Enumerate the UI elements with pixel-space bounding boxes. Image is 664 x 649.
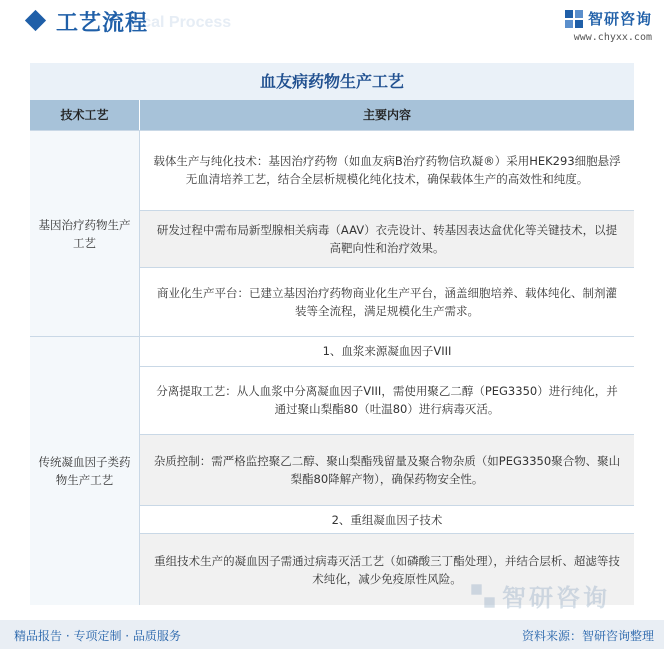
table-subheading: 1、血浆来源凝血因子VIII [140,337,634,367]
brand-logo-icon [564,9,584,29]
table-cell: 载体生产与纯化技术：基因治疗药物（如血友病B治疗药物信玖凝®）采用HEK293细胞悬浮无血清培养工艺，结合全层析规模化纯化技术，确保载体生产的高效性和纯度。 [140,131,634,211]
brand-name: 智研咨询 [587,10,652,28]
watermark-text: 智研咨询 [502,584,610,612]
group-label: 基因治疗药物生产工艺 [30,131,140,336]
table-cell: 分离提取工艺：从人血浆中分离凝血因子VIII，需使用聚乙二醇（PEG3350）进行纯化，并通过聚山梨酯80（吐温80）进行病毒灭活。 [140,367,634,435]
table-cell: 重组技术生产的凝血因子需通过病毒灭活工艺（如磷酸三丁酯处理），并结合层析、超滤等技术纯化，减少免疫原性风险。 [140,534,634,605]
diamond-icon [25,10,46,31]
table-cell: 商业化生产平台：已建立基因治疗药物商业化生产平台，涵盖细胞培养、载体纯化、制剂灌装等全流程，满足规模化生产需求。 [140,268,634,336]
brand-url: www.chyxx.com [573,32,652,43]
footer [0,620,664,649]
table-cell: 杂质控制：需严格监控聚乙二醇、聚山梨酯残留量及聚合物杂质（如PEG3350聚合物、聚山梨酯80降解产物），确保药物安全性。 [140,435,634,507]
watermark [470,578,610,613]
watermark-logo-icon [470,583,496,609]
table-subheading: 2、重组凝血因子技术 [140,506,634,534]
brand [564,8,652,43]
section-title-en: gical Process [128,14,232,31]
footer-source: 资料来源：智研咨询整理 [521,629,654,643]
table-group-gene-therapy [30,130,634,336]
group-label: 传统凝血因子类药物生产工艺 [30,337,140,605]
table-title: 血友病药物生产工艺 [30,63,634,100]
table-header [30,100,634,130]
header [0,0,664,50]
section-title: 工艺流程 [56,11,149,36]
column-header-content: 主要内容 [362,108,411,122]
column-header-tech: 技术工艺 [30,100,140,130]
footer-tagline: 精品报告 · 专项定制 · 品质服务 [14,629,181,643]
table-cell: 研发过程中需布局新型腺相关病毒（AAV）衣壳设计、转基因表达盒优化等关键技术，以提高靶向性和治疗效果。 [140,211,634,269]
table-group-traditional [30,336,634,605]
process-table [30,63,634,605]
